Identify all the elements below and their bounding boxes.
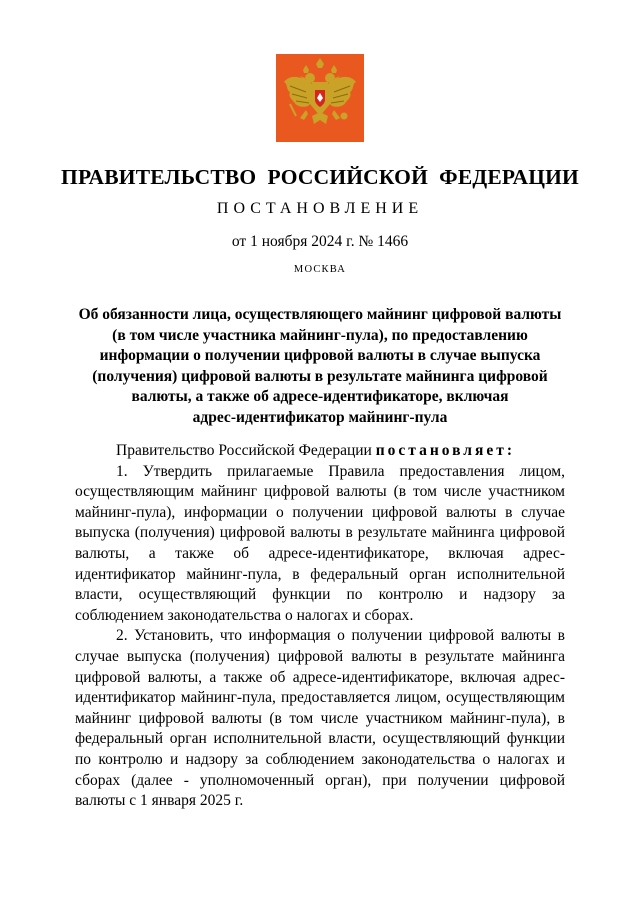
document-body: [75, 441, 565, 812]
heading-line: (в том числе участника майнинг-пула), по предоставлению: [112, 326, 528, 344]
document-heading: [60, 305, 580, 429]
government-title: ПРАВИТЕЛЬСТВО РОССИЙСКОЙ ФЕДЕРАЦИИ: [61, 165, 579, 189]
paragraph-1: 1. Утвердить прилагаемые Правила предоставления лицом, осуществляющим майнинг цифровой валюты (в том числе участником майнинг-пула), информации о получении цифровой валюты в случае выпуска (получения) цифровой валюты в результате майнинга цифровой валюты, а также об адресе-идентификаторе, включая адрес-идентификатор майнинг-пула, в федеральный орган исполнительной власти, осуществляющий функции по контролю и надзору за соблюдением законодательства о налогах и сборах.: [75, 462, 565, 624]
heading-line: валюты, а также об адресе-идентификаторе, включая: [131, 388, 509, 406]
document-type: ПОСТАНОВЛЕНИЕ: [216, 200, 424, 217]
decree-word: постановляет:: [375, 442, 516, 459]
heading-line: информации о получении цифровой валюты в случае выпуска: [99, 347, 541, 365]
preamble-text: Правительство Российской Федерации: [116, 442, 372, 459]
document-date-number: от 1 ноября 2024 г. № 1466: [231, 233, 409, 250]
russian-coat-of-arms-icon: [276, 54, 364, 142]
heading-line: Об обязанности лица, осуществляющего майнинг цифровой валюты: [78, 306, 562, 323]
heading-line: (получения) цифровой валюты в результате майнинга цифровой: [92, 367, 548, 385]
document-city: МОСКВА: [293, 264, 347, 275]
paragraph-2: 2. Установить, что информация о получении цифровой валюты в случае выпуска (получения) цифровой валюты в результате майнинга цифровой валюты, а также об адресе-идентификаторе, включая адрес-идентификатор майнинг-пула, предоставляется лицом, осуществляющим майнинг цифровой валюты (в том числе участником майнинг-пула), в федеральный орган исполнительной власти, осуществляющий функции по контролю и надзору за соблюдением законодательства о налогах и сборах (далее - уполномоченный орган), при получении цифровой валюты с 1 января 2025 г.: [75, 627, 565, 810]
heading-line: адрес-идентификатор майнинг-пула: [192, 408, 448, 426]
coat-of-arms-emblem: [276, 54, 364, 142]
preamble-paragraph: [75, 441, 565, 462]
